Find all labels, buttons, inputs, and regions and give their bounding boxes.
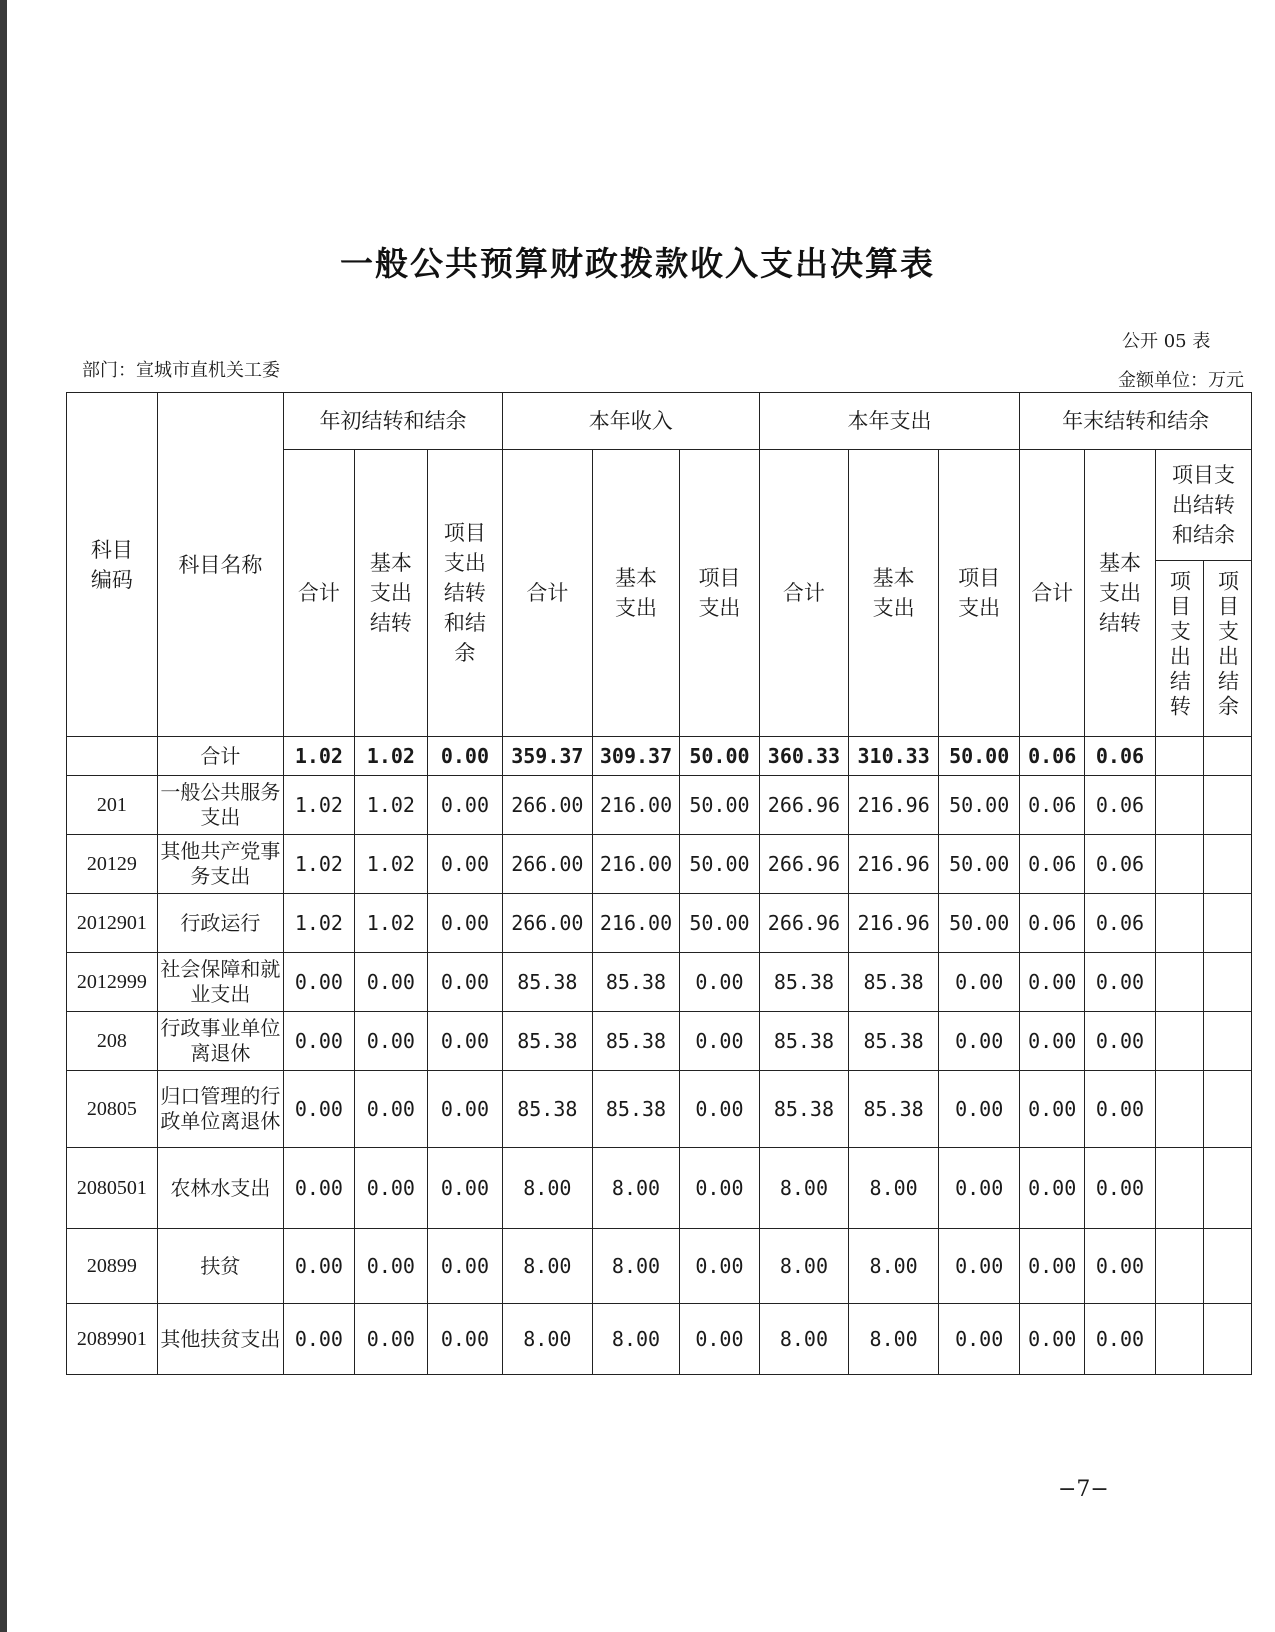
cell-value: 0.00 (354, 1012, 427, 1071)
table-row (67, 1012, 1252, 1071)
header-end-basic: 基本支出结转 (1085, 450, 1156, 737)
cell-value (1155, 1304, 1203, 1375)
cell-value: 0.00 (283, 1229, 354, 1304)
cell-value: 0.00 (938, 953, 1019, 1012)
header-begin-project: 项目支出结转和结余 (427, 450, 502, 737)
cell-value (1203, 1229, 1251, 1304)
cell-value: 1.02 (354, 894, 427, 953)
cell-value: 0.00 (427, 894, 502, 953)
cell-value (1155, 953, 1203, 1012)
cell-value: 1.02 (283, 776, 354, 835)
cell-value: 0.00 (283, 1304, 354, 1375)
cell-name: 合计 (157, 737, 283, 776)
cell-name: 其他共产党事务支出 (157, 835, 283, 894)
cell-value: 0.00 (680, 1304, 759, 1375)
cell-value: 0.00 (1020, 1148, 1085, 1229)
page-title: 一般公共预算财政拨款收入支出决算表 (340, 244, 935, 283)
header-end-total: 合计 (1020, 450, 1085, 737)
cell-value: 85.38 (849, 1012, 939, 1071)
cell-value: 8.00 (502, 1304, 592, 1375)
cell-value: 0.00 (354, 953, 427, 1012)
cell-value: 0.06 (1020, 776, 1085, 835)
header-income-project: 项目支出 (680, 450, 759, 737)
cell-value: 0.06 (1085, 894, 1156, 953)
header-expense-basic: 基本支出 (849, 450, 939, 737)
cell-code (67, 737, 158, 776)
cell-value: 85.38 (502, 953, 592, 1012)
cell-value (1203, 953, 1251, 1012)
department-label: 部门：宣城市直机关工委 (82, 360, 280, 381)
cell-value (1155, 1148, 1203, 1229)
cell-value: 0.00 (427, 737, 502, 776)
cell-value: 0.00 (283, 1148, 354, 1229)
cell-value: 0.00 (1020, 1229, 1085, 1304)
cell-value: 216.00 (592, 894, 680, 953)
cell-value: 0.00 (1085, 1229, 1156, 1304)
header-end-project-balance: 项目支出结余 (1203, 561, 1251, 737)
table-row (67, 776, 1252, 835)
cell-value: 85.38 (502, 1071, 592, 1148)
cell-value: 8.00 (759, 1148, 849, 1229)
cell-value: 266.00 (502, 776, 592, 835)
cell-value: 0.00 (1085, 1304, 1156, 1375)
cell-value: 0.00 (283, 953, 354, 1012)
cell-value: 50.00 (938, 737, 1019, 776)
cell-value: 216.96 (849, 894, 939, 953)
cell-name: 农林水支出 (157, 1148, 283, 1229)
cell-value: 309.37 (592, 737, 680, 776)
table-number: 公开 05 表 (1122, 331, 1211, 352)
cell-value: 8.00 (849, 1304, 939, 1375)
cell-value: 85.38 (502, 1012, 592, 1071)
cell-code: 20899 (67, 1229, 158, 1304)
cell-value: 85.38 (759, 1012, 849, 1071)
cell-name: 行政运行 (157, 894, 283, 953)
cell-value (1203, 776, 1251, 835)
table-header (67, 393, 1252, 737)
cell-value: 1.02 (354, 835, 427, 894)
cell-value: 8.00 (849, 1148, 939, 1229)
cell-value (1155, 1229, 1203, 1304)
cell-value: 0.00 (1085, 1148, 1156, 1229)
cell-value: 0.06 (1020, 835, 1085, 894)
cell-name: 扶贫 (157, 1229, 283, 1304)
table-row (67, 953, 1252, 1012)
cell-name: 其他扶贫支出 (157, 1304, 283, 1375)
cell-value: 0.06 (1020, 894, 1085, 953)
cell-value (1203, 1148, 1251, 1229)
header-begin-basic: 基本支出结转 (354, 450, 427, 737)
cell-value: 359.37 (502, 737, 592, 776)
cell-value: 0.00 (427, 776, 502, 835)
table-row (67, 894, 1252, 953)
cell-value: 216.00 (592, 835, 680, 894)
table-row (67, 1148, 1252, 1229)
cell-code: 2012901 (67, 894, 158, 953)
header-group-end: 年末结转和结余 (1020, 393, 1252, 450)
cell-value: 0.00 (427, 1304, 502, 1375)
cell-value: 8.00 (502, 1229, 592, 1304)
cell-value: 1.02 (354, 737, 427, 776)
cell-value (1155, 1012, 1203, 1071)
cell-value: 50.00 (680, 894, 759, 953)
cell-value: 8.00 (759, 1304, 849, 1375)
cell-value: 0.00 (1085, 1071, 1156, 1148)
cell-value: 0.00 (938, 1012, 1019, 1071)
cell-code: 20805 (67, 1071, 158, 1148)
cell-value: 0.00 (938, 1229, 1019, 1304)
cell-value: 0.00 (427, 1071, 502, 1148)
cell-code: 2089901 (67, 1304, 158, 1375)
cell-value: 8.00 (592, 1304, 680, 1375)
cell-value (1155, 894, 1203, 953)
table-body (67, 737, 1252, 1375)
cell-value: 85.38 (592, 1071, 680, 1148)
cell-value (1203, 1071, 1251, 1148)
cell-value: 85.38 (592, 953, 680, 1012)
cell-value: 266.00 (502, 835, 592, 894)
cell-value: 0.00 (427, 953, 502, 1012)
cell-value: 0.06 (1085, 776, 1156, 835)
cell-value: 85.38 (849, 953, 939, 1012)
table-total-row (67, 737, 1252, 776)
cell-code: 2080501 (67, 1148, 158, 1229)
cell-value: 1.02 (283, 894, 354, 953)
cell-value: 8.00 (849, 1229, 939, 1304)
cell-value: 0.00 (427, 835, 502, 894)
header-group-expense: 本年支出 (759, 393, 1020, 450)
cell-value: 0.00 (1085, 953, 1156, 1012)
cell-value: 266.00 (502, 894, 592, 953)
cell-value: 0.06 (1085, 737, 1156, 776)
cell-name: 行政事业单位离退休 (157, 1012, 283, 1071)
cell-value: 0.00 (680, 1071, 759, 1148)
cell-value: 85.38 (592, 1012, 680, 1071)
unit-label: 金额单位：万元 (1118, 370, 1244, 391)
cell-value: 0.00 (680, 1012, 759, 1071)
cell-value: 0.00 (354, 1304, 427, 1375)
cell-value: 216.00 (592, 776, 680, 835)
cell-value: 266.96 (759, 776, 849, 835)
cell-value: 0.00 (283, 1071, 354, 1148)
cell-value: 1.02 (354, 776, 427, 835)
header-end-project-carry: 项目支出结转 (1155, 561, 1203, 737)
cell-value (1155, 776, 1203, 835)
cell-value: 0.00 (1020, 953, 1085, 1012)
cell-value: 0.06 (1020, 737, 1085, 776)
cell-value: 8.00 (592, 1148, 680, 1229)
cell-value: 8.00 (759, 1229, 849, 1304)
table-row (67, 1304, 1252, 1375)
cell-value: 50.00 (680, 776, 759, 835)
cell-value (1155, 737, 1203, 776)
cell-code: 201 (67, 776, 158, 835)
table-row (67, 835, 1252, 894)
cell-value: 0.00 (354, 1229, 427, 1304)
cell-code: 2012999 (67, 953, 158, 1012)
cell-value: 50.00 (938, 894, 1019, 953)
header-income-basic: 基本支出 (592, 450, 680, 737)
header-end-project-group: 项目支出结转和结余 (1155, 450, 1251, 561)
cell-value: 0.00 (938, 1071, 1019, 1148)
cell-value: 0.00 (427, 1012, 502, 1071)
cell-value (1203, 894, 1251, 953)
cell-value: 266.96 (759, 835, 849, 894)
cell-name: 归口管理的行政单位离退休 (157, 1071, 283, 1148)
header-group-income: 本年收入 (502, 393, 759, 450)
cell-value: 360.33 (759, 737, 849, 776)
page-number: −7− (1058, 1477, 1109, 1502)
cell-value: 85.38 (849, 1071, 939, 1148)
cell-value: 8.00 (592, 1229, 680, 1304)
cell-value: 0.00 (283, 1012, 354, 1071)
budget-table (66, 392, 1252, 1375)
header-code: 科目编码 (67, 393, 158, 737)
cell-value: 1.02 (283, 737, 354, 776)
cell-value: 216.96 (849, 776, 939, 835)
cell-name: 社会保障和就业支出 (157, 953, 283, 1012)
cell-value: 0.00 (427, 1229, 502, 1304)
cell-code: 20129 (67, 835, 158, 894)
header-expense-total: 合计 (759, 450, 849, 737)
cell-value: 0.00 (1020, 1304, 1085, 1375)
cell-value (1203, 1304, 1251, 1375)
cell-value: 0.00 (354, 1071, 427, 1148)
table-row (67, 1229, 1252, 1304)
header-expense-project: 项目支出 (938, 450, 1019, 737)
cell-value: 8.00 (502, 1148, 592, 1229)
header-name: 科目名称 (157, 393, 283, 737)
cell-value (1155, 1071, 1203, 1148)
header-income-total: 合计 (502, 450, 592, 737)
cell-value: 0.00 (938, 1304, 1019, 1375)
cell-value: 0.00 (680, 1229, 759, 1304)
cell-value: 0.00 (1085, 1012, 1156, 1071)
cell-value (1203, 737, 1251, 776)
cell-value: 0.00 (427, 1148, 502, 1229)
cell-value: 0.06 (1085, 835, 1156, 894)
cell-value: 0.00 (938, 1148, 1019, 1229)
cell-value (1155, 835, 1203, 894)
table-row (67, 1071, 1252, 1148)
cell-value: 0.00 (1020, 1012, 1085, 1071)
cell-value: 50.00 (938, 835, 1019, 894)
cell-value (1203, 1012, 1251, 1071)
cell-value: 0.00 (680, 1148, 759, 1229)
cell-name: 一般公共服务支出 (157, 776, 283, 835)
header-begin-total: 合计 (283, 450, 354, 737)
header-group-begin: 年初结转和结余 (283, 393, 502, 450)
cell-value: 1.02 (283, 835, 354, 894)
cell-value: 0.00 (680, 953, 759, 1012)
cell-value: 85.38 (759, 953, 849, 1012)
cell-value: 310.33 (849, 737, 939, 776)
cell-value: 266.96 (759, 894, 849, 953)
cell-value: 0.00 (1020, 1071, 1085, 1148)
cell-value: 85.38 (759, 1071, 849, 1148)
cell-value: 50.00 (680, 835, 759, 894)
cell-value: 216.96 (849, 835, 939, 894)
cell-value: 0.00 (354, 1148, 427, 1229)
cell-value: 50.00 (938, 776, 1019, 835)
cell-value: 50.00 (680, 737, 759, 776)
cell-code: 208 (67, 1012, 158, 1071)
cell-value (1203, 835, 1251, 894)
